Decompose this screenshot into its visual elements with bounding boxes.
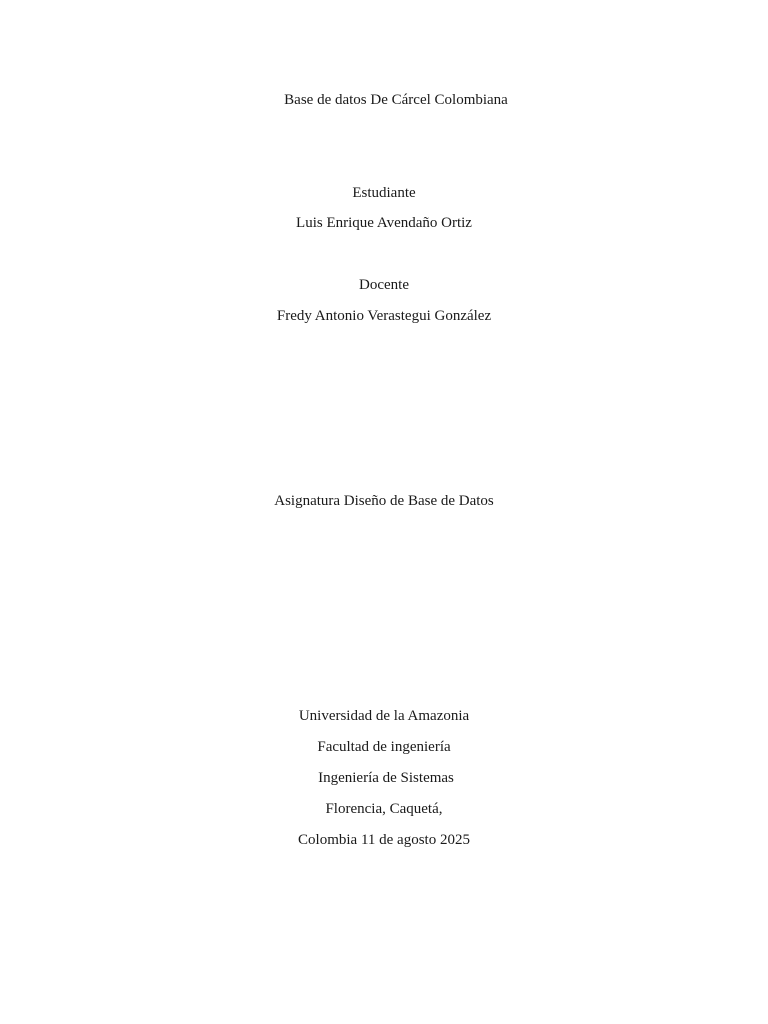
program-name: Ingeniería de Sistemas	[318, 770, 454, 786]
teacher-heading: Docente	[359, 277, 409, 293]
faculty-name: Facultad de ingeniería	[317, 739, 451, 755]
city-line: Florencia, Caquetá,	[325, 801, 443, 817]
student-name: Luis Enrique Avendaño Ortiz	[296, 215, 472, 231]
university-name: Universidad de la Amazonia	[298, 708, 470, 724]
country-date-line: Colombia 11 de agosto 2025	[298, 832, 470, 848]
document-title: Base de datos De Cárcel Colombiana	[284, 92, 508, 108]
subject-line: Asignatura Diseño de Base de Datos	[274, 493, 494, 509]
teacher-name: Fredy Antonio Verastegui González	[276, 308, 492, 324]
student-heading: Estudiante	[352, 185, 416, 201]
